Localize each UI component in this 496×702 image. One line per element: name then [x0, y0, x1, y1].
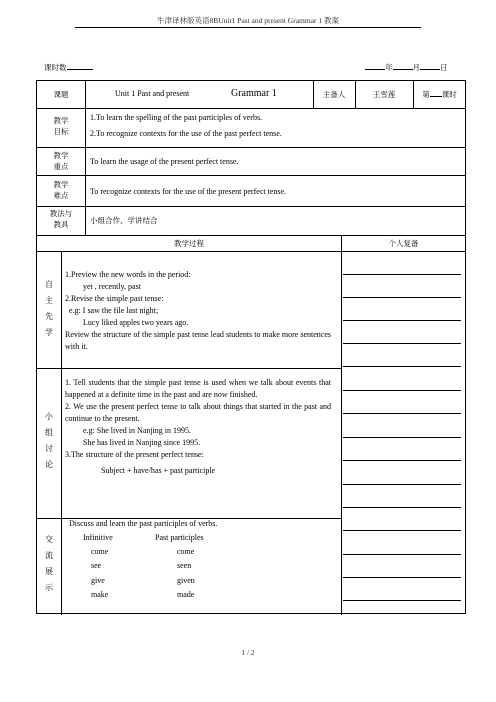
group-discussion-content: [65, 377, 331, 477]
exchange-char-3: 展: [45, 567, 53, 576]
review-line[interactable]: [343, 530, 461, 531]
infinitive-header: Infinitive: [83, 533, 113, 542]
review-header: 个人复备: [388, 239, 419, 248]
key-points-label: [37, 150, 85, 172]
self-study-line-5: Lucy liked apples two years ago.: [83, 318, 189, 327]
past-participle-cell: come: [177, 547, 195, 556]
self-study-label: [42, 277, 56, 341]
group-discussion-char-3: 讨: [45, 444, 53, 453]
month-label: 月: [412, 63, 420, 72]
review-line[interactable]: [343, 320, 461, 321]
day-blank[interactable]: [420, 62, 440, 70]
self-study-line-2: yet , recently, past: [83, 282, 141, 291]
review-line[interactable]: [343, 437, 461, 438]
preparer-value: 王雪莲: [372, 90, 396, 99]
past-participle-cell: seen: [177, 561, 192, 570]
methods-text: 小组合作、学讲结合: [90, 216, 158, 225]
objective-2: 2.To recognize contexts for the use of the past perfect tense.: [90, 129, 282, 138]
self-study-content: [65, 269, 331, 353]
objective-1: 1.To learn the spelling of the past participles of verbs.: [90, 113, 263, 122]
header-rule: [75, 27, 421, 28]
period-prefix: 第: [422, 90, 430, 99]
review-line[interactable]: [343, 343, 461, 344]
infinitive-cell: come: [91, 547, 109, 556]
difficulties-label: [37, 179, 85, 201]
review-line[interactable]: [343, 390, 461, 391]
key-points-label-line1: 教学: [53, 151, 69, 160]
discussion-example-1: e.g: She lived in Nanjing in 1995.: [83, 426, 191, 435]
period-blank[interactable]: [430, 89, 442, 97]
date-field: [365, 62, 448, 73]
topic-label: 课题: [53, 90, 69, 99]
review-line[interactable]: [343, 274, 461, 275]
review-line[interactable]: [343, 297, 461, 298]
difficulties-label-line1: 教学: [53, 180, 69, 189]
exchange-label: [42, 532, 56, 596]
month-blank[interactable]: [393, 62, 413, 70]
self-study-char-3: 先: [45, 312, 53, 321]
methods-label-line2: 教具: [53, 220, 69, 229]
group-discussion-char-2: 组: [45, 428, 53, 437]
methods-label-line1: 教法与: [49, 209, 73, 218]
key-points-text: To learn the usage of the present perfect tense.: [90, 157, 239, 166]
self-study-line-1: 1.Preview the new words in the period:: [65, 270, 191, 279]
group-discussion-char-4: 论: [45, 460, 53, 469]
group-discussion-char-1: 小: [45, 412, 53, 421]
topic-sub: Grammar 1: [231, 88, 277, 99]
exchange-char-4: 示: [45, 583, 53, 592]
day-label: 日: [440, 63, 448, 72]
review-line[interactable]: [343, 554, 461, 555]
class-hours-label: 课时数: [44, 63, 67, 72]
document-header-title: 牛津译林版英语8BUnit1 Past and present Grammar 1 教案: [156, 16, 340, 25]
past-participle-header: Past participles: [155, 533, 204, 542]
preparer-label: 主备人: [322, 90, 346, 99]
discussion-example-2: She has lived in Nanjing since 1995.: [83, 438, 201, 447]
year-label: 年: [385, 63, 393, 72]
self-study-line-4: e.g: I saw the file last night;: [69, 306, 159, 315]
discussion-para-3: 3.The structure of the present perfect tense:: [65, 450, 204, 459]
review-line[interactable]: [343, 366, 461, 367]
group-discussion-label: [42, 409, 56, 473]
discussion-para-1: 1. Tell students that the simple past tense is used when we talk about events that happened at a definite time in the past and are now finished.: [65, 378, 331, 399]
infinitive-cell: give: [91, 576, 105, 585]
lesson-plan-table: [36, 80, 466, 614]
infinitive-cell: see: [91, 561, 102, 570]
self-study-char-1: 自: [45, 280, 53, 289]
exchange-char-1: 交: [45, 535, 53, 544]
self-study-char-2: 主: [45, 296, 53, 305]
class-hours-field: [44, 62, 93, 73]
review-line[interactable]: [343, 484, 461, 485]
methods-label: [37, 208, 85, 230]
review-line[interactable]: [343, 413, 461, 414]
infinitive-cell: make: [91, 590, 109, 599]
period-suffix: 课时: [441, 90, 457, 99]
objectives-label-line1: 教学: [53, 116, 69, 125]
self-study-char-4: 学: [45, 328, 53, 337]
process-header: 教学过程: [174, 239, 204, 248]
objectives-label: [37, 115, 85, 137]
difficulties-text: To recognize contexts for the use of the present perfect tense.: [90, 187, 287, 196]
page-number: 1 / 2: [241, 648, 255, 657]
self-study-line-3: 2.Revise the simple past tense:: [65, 294, 164, 303]
past-participle-cell: given: [177, 576, 195, 585]
key-points-label-line2: 重点: [53, 162, 69, 171]
difficulties-label-line2: 难点: [53, 191, 69, 200]
past-participle-cell: made: [177, 590, 195, 599]
objectives-label-line2: 目标: [53, 127, 69, 136]
discussion-para-2: 2. We use the present perfect tense to talk about things that started in the past and continue to the present.: [65, 402, 331, 423]
review-line[interactable]: [343, 507, 461, 508]
topic-value: Unit 1 Past and present: [115, 89, 190, 98]
year-blank[interactable]: [365, 62, 385, 70]
class-hours-blank[interactable]: [67, 62, 93, 70]
review-line[interactable]: [343, 600, 461, 601]
structure-formula: Subject + have/has + past participle: [101, 466, 216, 475]
exchange-intro: Discuss and learn the past participles of verbs.: [69, 519, 218, 528]
review-line[interactable]: [343, 577, 461, 578]
self-study-line-6: Review the structure of the simple past tense lead students to make more sentences with it.: [65, 330, 331, 351]
period-field: [413, 89, 466, 100]
exchange-char-2: 流: [45, 551, 53, 560]
review-line[interactable]: [343, 460, 461, 461]
